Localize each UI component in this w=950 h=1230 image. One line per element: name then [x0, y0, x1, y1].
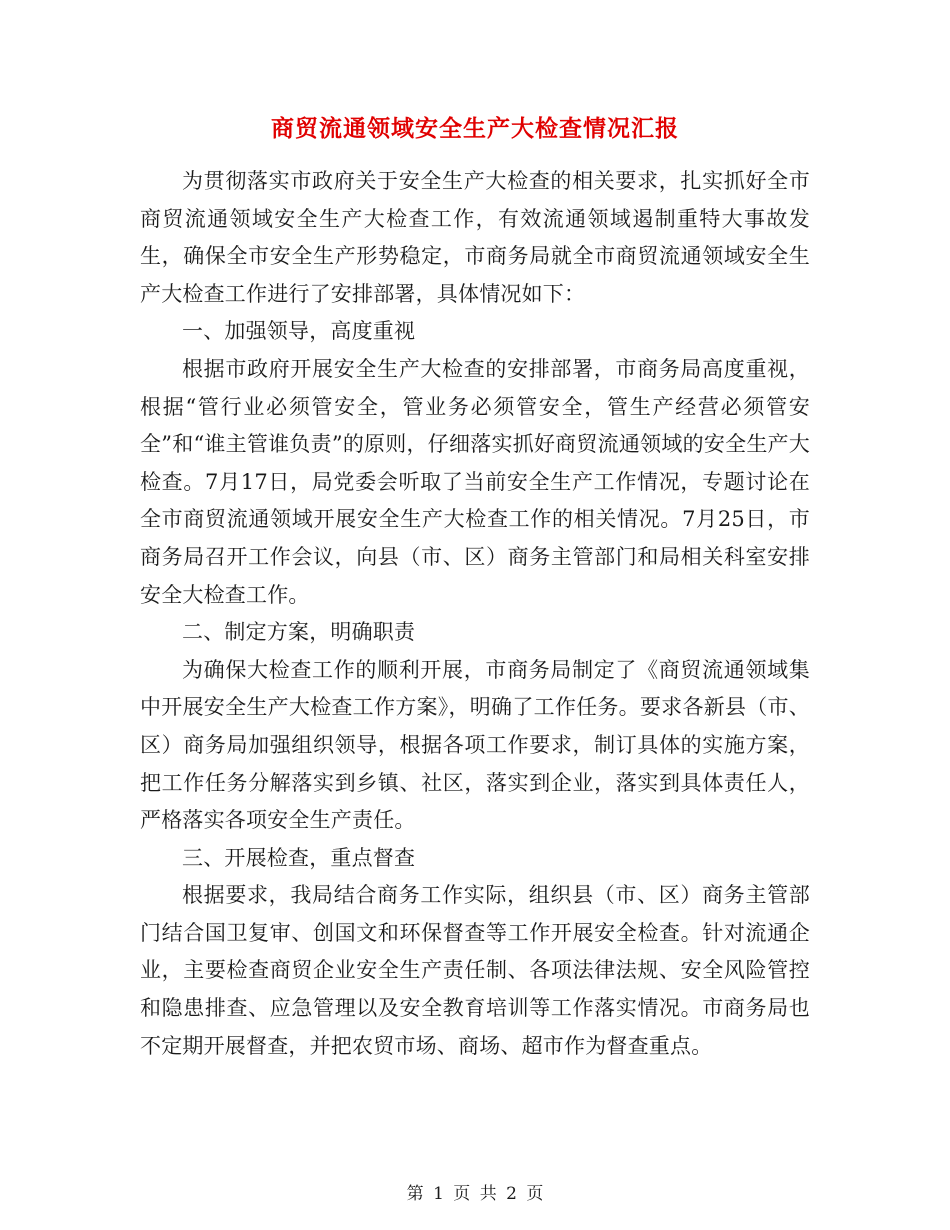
- document-title: 商贸流通领域安全生产大检查情况汇报: [271, 115, 679, 142]
- intro-paragraph: 为贯彻落实市政府关于安全生产大检查的相关要求，扎实抓好全市商贸流通领域安全生产大检查工作，有效流通领域遏制重特大事故发生，确保全市安全生产形势稳定，市商务局就全市商贸流通领域安全生产大检查工作进行了安排部署，具体情况如下：: [140, 169, 810, 306]
- section-1-paragraph: 根据市政府开展安全生产大检查的安排部署，市商务局高度重视，根据“管行业必须管安全，管业务必须管安全，管生产经营必须管安全”和“谁主管谁负责”的原则，仔细落实抓好商贸流通领域的安全生产大检查。7月17日，局党委会听取了当前安全生产工作情况，专题讨论在全市商贸流通领域开展安全生产大检查工作的相关情况。7月25日，市商务局召开工作会议，向县（市、区）商务主管部门和局相关科室安排安全大检查工作。: [140, 356, 810, 607]
- section-heading-3: 三、开展检查，重点督查: [182, 845, 416, 870]
- section-heading-1: 一、加强领导，高度重视: [182, 319, 416, 344]
- document-body: [140, 163, 810, 1065]
- section-2-paragraph: 为确保大检查工作的顺利开展，市商务局制定了《商贸流通领域集中开展安全生产大检查工作方案》，明确了工作任务。要求各新县（市、区）商务局加强组织领导，根据各项工作要求，制订具体的实施方案，把工作任务分解落实到乡镇、社区，落实到企业，落实到具体责任人，严格落实各项安全生产责任。: [140, 657, 810, 833]
- page-footer: 第 1 页 共 2 页: [406, 1184, 544, 1204]
- section-3-paragraph: 根据要求，我局结合商务工作实际，组织县（市、区）商务主管部门结合国卫复审、创国文和环保督查等工作开展安全检查。针对流通企业，主要检查商贸企业安全生产责任制、各项法律法规、安全风险管控和隐患排查、应急管理以及安全教育培训等工作落实情况。市商务局也不定期开展督查，并把农贸市场、商场、超市作为督查重点。: [140, 883, 810, 1058]
- section-heading-2: 二、制定方案，明确职责: [182, 620, 416, 645]
